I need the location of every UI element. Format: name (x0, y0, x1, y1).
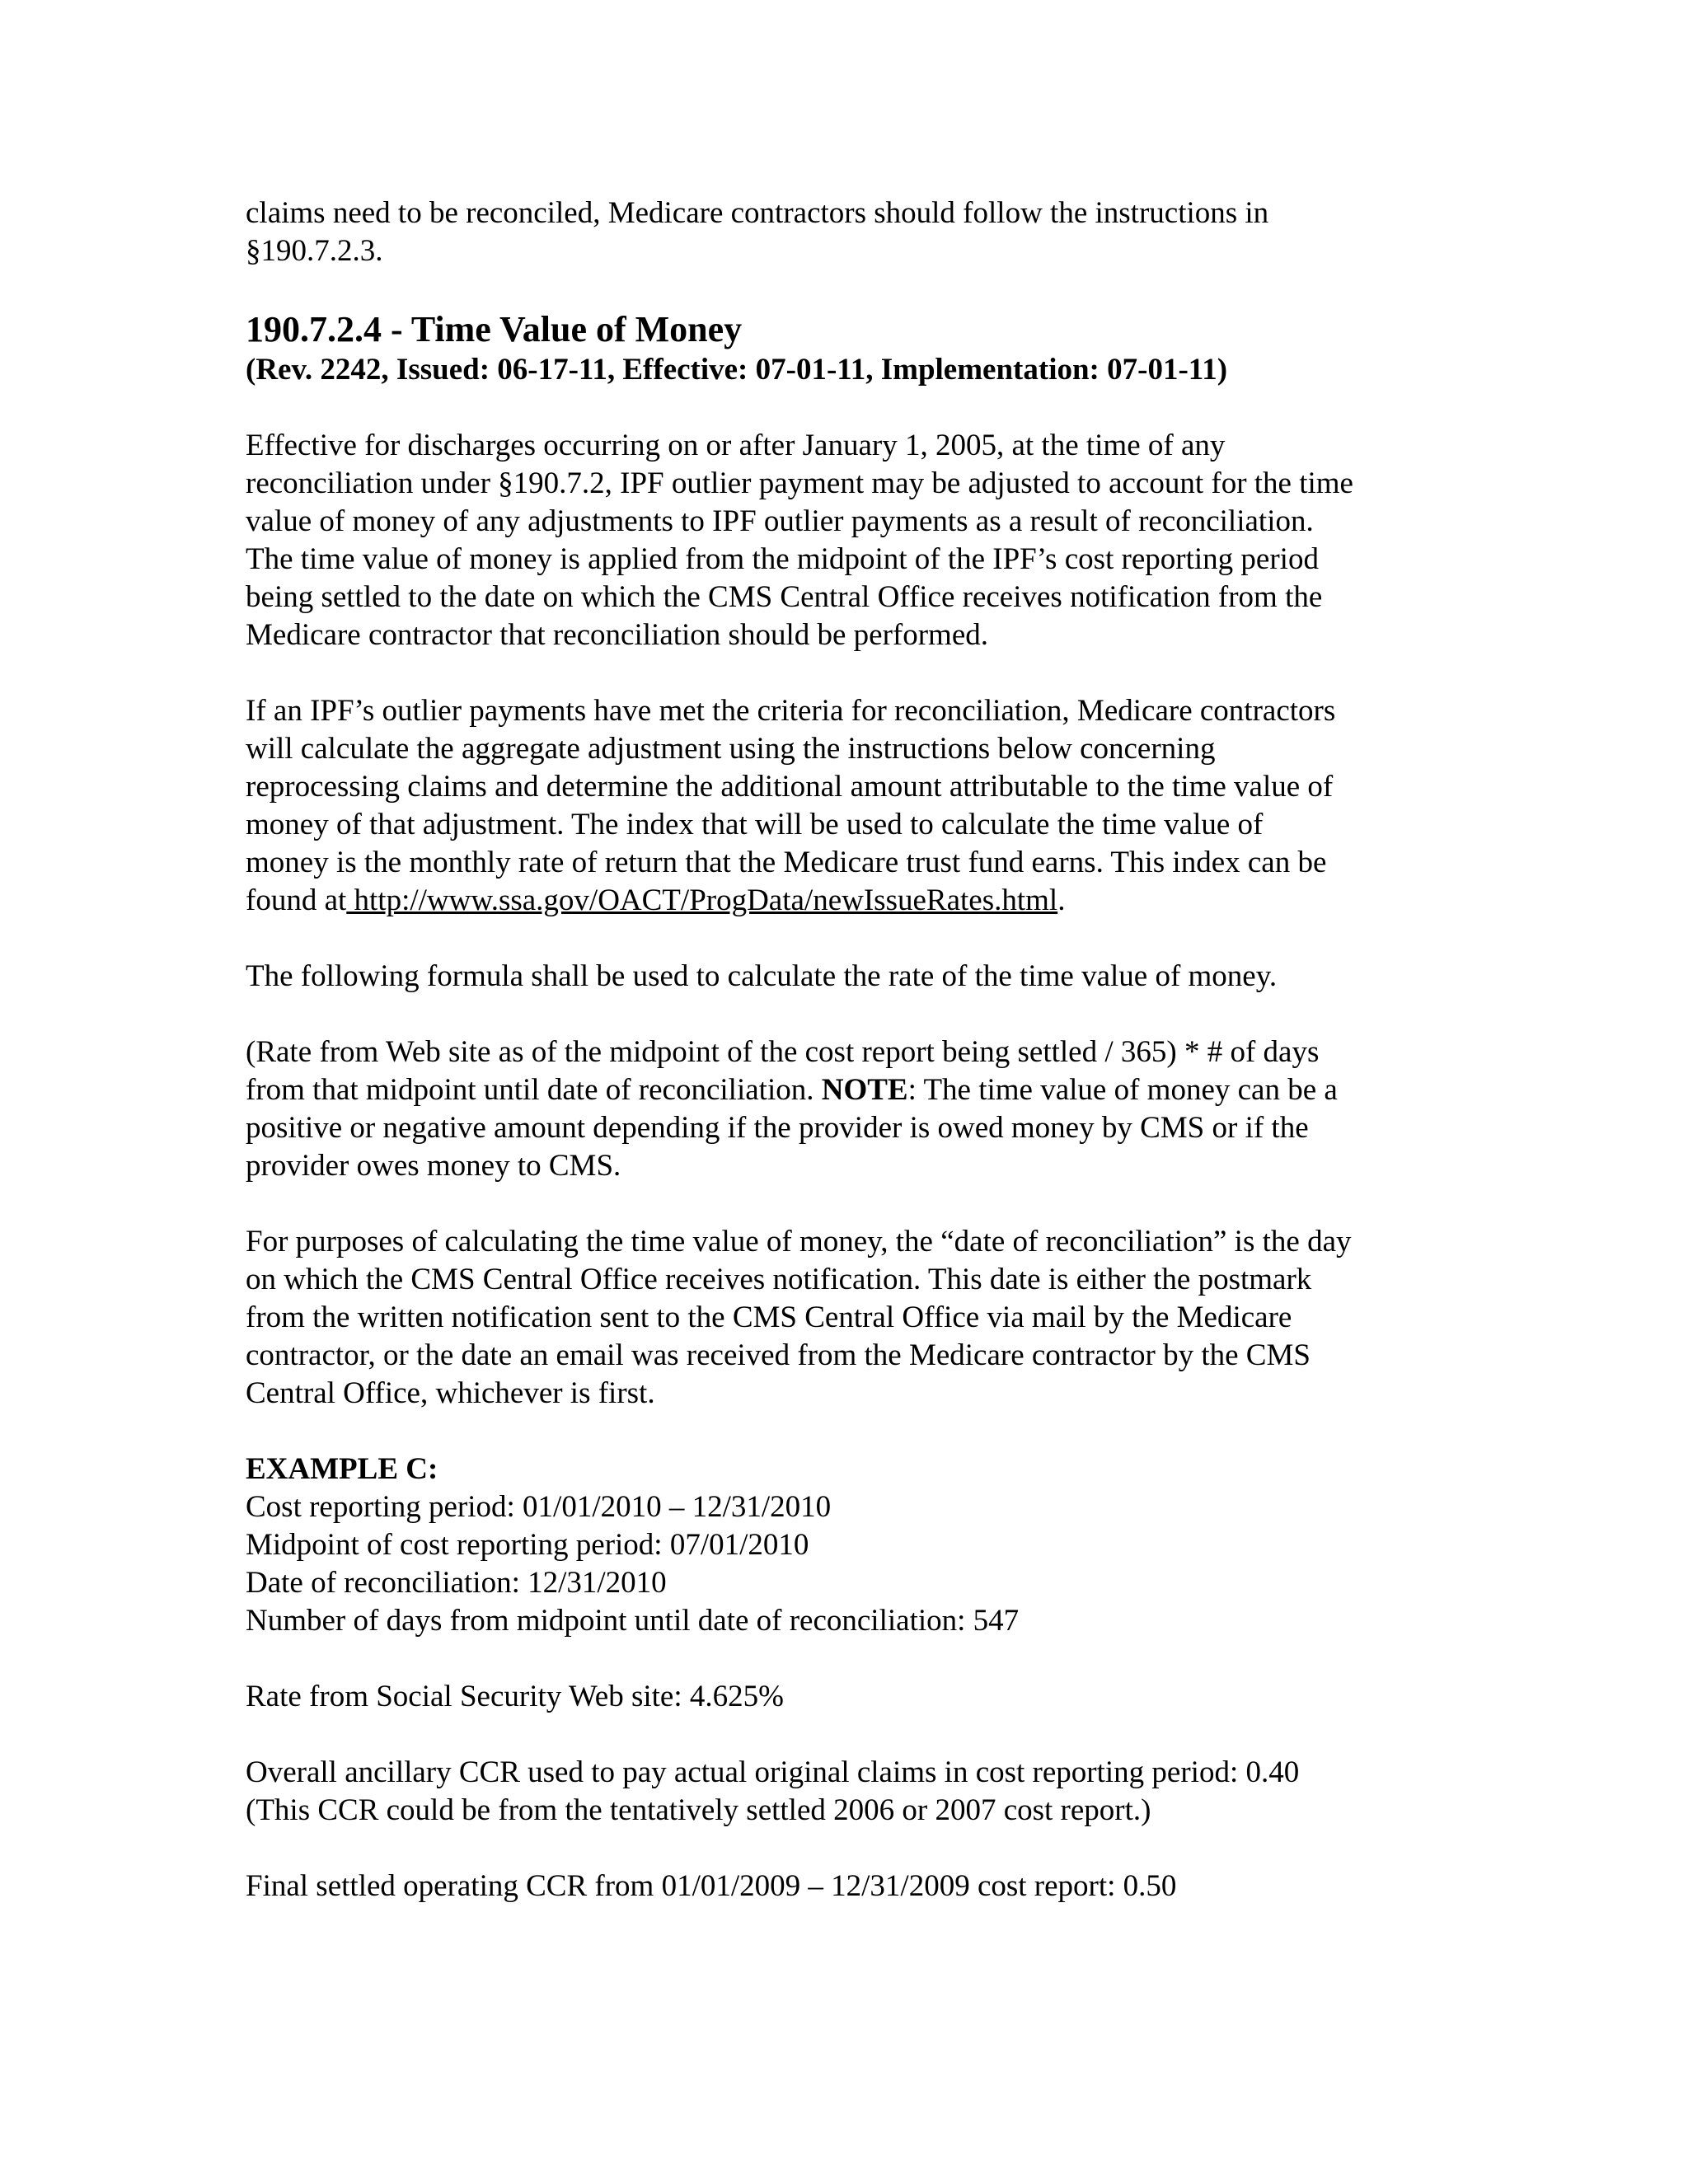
example-line: Rate from Social Security Web site: 4.625% (246, 1680, 784, 1713)
paragraph-line: Effective for discharges occurring on or after January 1, 2005, at the time of any (246, 429, 1226, 462)
paragraph-line: money of that adjustment. The index that will be used to calculate the time value of (246, 808, 1264, 841)
paragraph-date-of-reconciliation (246, 1223, 1457, 1413)
paragraph-line (246, 1071, 1457, 1109)
note-label: NOTE (821, 1073, 908, 1107)
note-text: : The time value of money can be a (907, 1073, 1338, 1107)
paragraph-line: positive or negative amount depending if the provider is owed money by CMS or if the (246, 1111, 1309, 1145)
example-final-ccr (246, 1868, 1457, 1905)
example-rate (246, 1678, 1457, 1716)
paragraph-line: money is the monthly rate of return that the Medicare trust fund earns. This index can be (246, 846, 1327, 879)
section-title: 190.7.2.4 - Time Value of Money (246, 309, 743, 349)
paragraph-line: reconciliation under §190.7.2, IPF outlier payment may be adjusted to account for the time (246, 466, 1353, 500)
formula-text: from that midpoint until date of reconciliation. (246, 1073, 822, 1107)
intro-line: claims need to be reconciled, Medicare contractors should follow the instructions in (246, 196, 1269, 230)
paragraph-line: contractor, or the date an email was received from the Medicare contractor by the CMS (246, 1338, 1311, 1372)
paragraph-line: provider owes money to CMS. (246, 1149, 621, 1183)
paragraph-line: Medicare contractor that reconciliation should be performed. (246, 618, 988, 652)
paragraph-line-with-link (246, 882, 1457, 920)
paragraph-line: on which the CMS Central Office receives notification. This date is either the postmark (246, 1263, 1312, 1296)
section-revision: (Rev. 2242, Issued: 06-17-11, Effective: 07-01-11, Implementation: 07-01-11) (246, 353, 1228, 387)
document-body (246, 194, 1457, 1943)
example-line: Midpoint of cost reporting period: 07/01/2010 (246, 1528, 809, 1562)
example-title: EXAMPLE C: (246, 1452, 438, 1486)
paragraph-line: (Rate from Web site as of the midpoint of the cost report being settled / 365) * # of days (246, 1035, 1320, 1069)
paragraph-line: from the written notification sent to the CMS Central Office via mail by the Medicare (246, 1301, 1292, 1334)
link-suffix: . (1057, 883, 1066, 917)
paragraph-effective (246, 427, 1457, 654)
example-line: Cost reporting period: 01/01/2010 – 12/31/2010 (246, 1490, 832, 1524)
paragraph-formula-intro (246, 958, 1457, 996)
example-line: Final settled operating CCR from 01/01/2009 – 12/31/2009 cost report: 0.50 (246, 1869, 1177, 1903)
paragraph-line: Central Office, whichever is first. (246, 1376, 655, 1410)
paragraph-line: The time value of money is applied from the midpoint of the IPF’s cost reporting period (246, 542, 1319, 576)
example-line: Overall ancillary CCR used to pay actual original claims in cost reporting period: 0.40 (246, 1755, 1300, 1789)
paragraph-line: The following formula shall be used to calculate the rate of the time value of money. (246, 959, 1278, 993)
paragraph-line: If an IPF’s outlier payments have met the criteria for reconciliation, Medicare contractors (246, 694, 1336, 728)
example-line: (This CCR could be from the tentatively settled 2006 or 2007 cost report.) (246, 1793, 1151, 1827)
paragraph-criteria (246, 692, 1457, 920)
paragraph-line: reprocessing claims and determine the additional amount attributable to the time value of (246, 770, 1334, 804)
paragraph-line: will calculate the aggregate adjustment using the instructions below concerning (246, 732, 1216, 766)
intro-paragraph (246, 194, 1457, 270)
paragraph-line: For purposes of calculating the time value of money, the “date of reconciliation” is the day (246, 1225, 1352, 1258)
example-line: Number of days from midpoint until date of reconciliation: 547 (246, 1604, 1020, 1638)
link-prefix: found at (246, 883, 347, 917)
paragraph-formula (246, 1033, 1457, 1185)
intro-line: §190.7.2.3. (246, 234, 383, 268)
ssa-rates-link[interactable]: http://www.ssa.gov/OACT/ProgData/newIssueRates.html (346, 883, 1058, 917)
example-ccr (246, 1754, 1457, 1830)
paragraph-line: being settled to the date on which the CMS Central Office receives notification from the (246, 580, 1323, 614)
paragraph-line: value of money of any adjustments to IPF outlier payments as a result of reconciliation. (246, 504, 1314, 538)
example-c-block (246, 1451, 1457, 1640)
example-line: Date of reconciliation: 12/31/2010 (246, 1566, 667, 1600)
